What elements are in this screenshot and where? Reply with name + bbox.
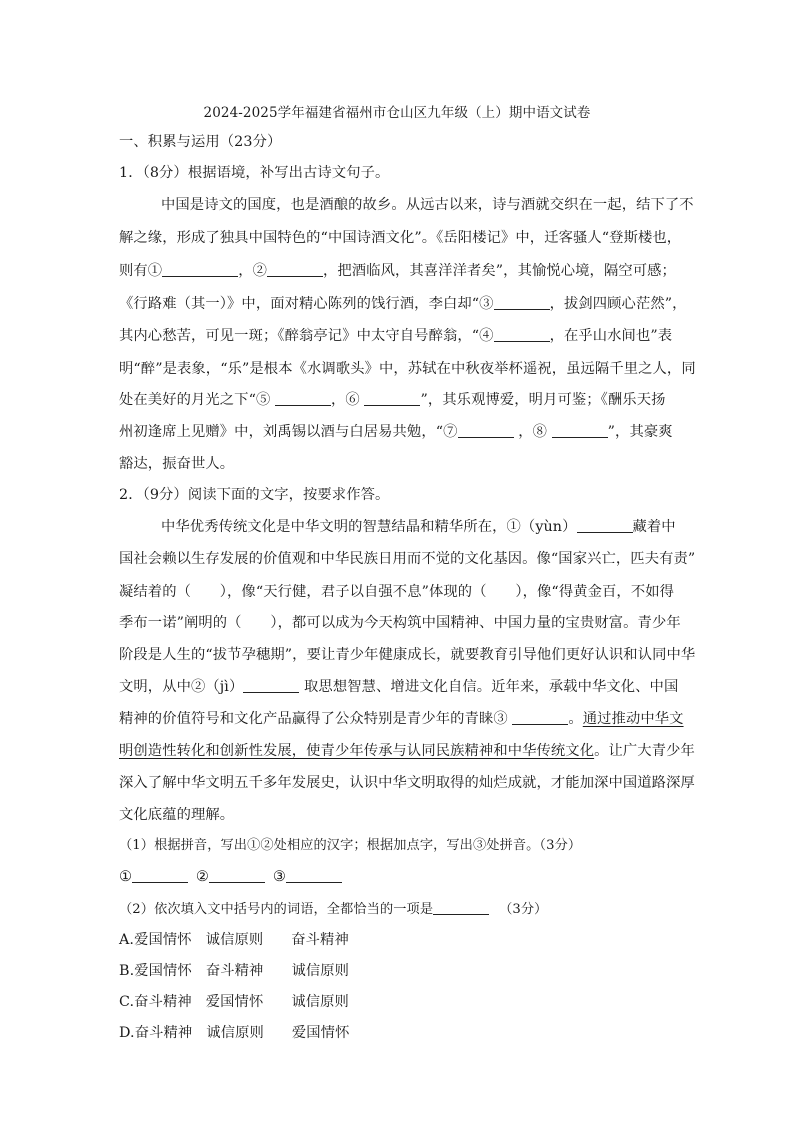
answer-blank-sub1-2[interactable] — [209, 868, 265, 883]
q2-line-2: 国社会赖以生存发展的价值观和中华民族日用而不觉的文化基因。像“国家兴亡，匹夫有责” — [119, 551, 696, 567]
q1-line-2: 解之缘，形成了独具中国特色的“中国诗酒文化”。《岳阳楼记》中，迁客骚人“登斯楼也， — [119, 230, 682, 246]
q2-line-5: 阶段是人生的“拔节孕穗期”，要让青少年健康成长，就要教育引导他们更好认识和认同中华 — [119, 647, 696, 663]
q1-prompt: 1．（8分）根据语境，补写出古诗文句子。 — [119, 165, 390, 181]
answer-blank-sub1-3[interactable] — [286, 868, 342, 883]
underlined-sentence-end: 明创造性转化和创新性发展，使青少年传承与认同民族精神和中华传统文化 — [119, 743, 595, 759]
answer-blank-4[interactable] — [494, 327, 550, 342]
underlined-sentence-start: 通过推动中华文 — [582, 711, 684, 727]
q2-sub1-prompt: （1）根据拼音，写出①②处相应的汉字；根据加点字，写出③处拼音。（3分） — [119, 838, 582, 853]
answer-blank-yun[interactable] — [577, 518, 633, 533]
q2-prompt: 2．（9分）阅读下面的文字，按要求作答。 — [119, 487, 390, 503]
q1-line-4: 《行路难（其一）》中，面对精心陈列的饯行酒，李白却“③ ，拔剑四顾心茫然”， — [119, 296, 687, 312]
q1-line-6: 明“醉”是表象，“乐”是根本《水调歌头》中，苏轼在中秋夜举杯遥祝，虽远隔千里之人，同 — [119, 361, 696, 377]
q1-line-9: 豁达，振奋世人。 — [119, 456, 235, 472]
answer-blank-6[interactable] — [364, 391, 420, 406]
q2-line-3: 凝结着的（ ），像“天行健，君子以自强不息”体现的（ ），像“得黄金百，不如得 — [119, 584, 675, 600]
q2-line-6: 文明，从中②（jì） 取思想智慧、增进文化自信。近年来，承载中华文化、中国 — [119, 679, 679, 695]
q2-line-9: 深入了解中华文明五千多年发展史，认识中华文明取得的灿烂成就，才能加深中国道路深厚 — [119, 775, 695, 791]
q2-sub2-prompt: （2）依次填入文中括号内的词语，全都恰当的一项是 （3分） — [119, 902, 548, 917]
answer-blank-1[interactable] — [162, 262, 238, 277]
answer-blank-2[interactable] — [267, 262, 323, 277]
section-heading: 一、积累与运用（23分） — [119, 134, 282, 150]
answer-blank-8[interactable] — [552, 423, 608, 438]
option-c[interactable]: C.奋斗精神 爱国情怀 诚信原则 — [119, 994, 349, 1010]
option-d[interactable]: D.奋斗精神 诚信原则 爱国情怀 — [119, 1025, 350, 1041]
answer-blank-5[interactable] — [275, 391, 331, 406]
q2-sub1-answers: ① ② ③ — [119, 868, 679, 886]
q1-line-8: 州初逢席上见赠》中，刘禹锡以酒与白居易共勉，“⑦ ，⑧ ”，其豪爽 — [119, 424, 673, 440]
answer-blank-pinyin[interactable] — [512, 710, 568, 725]
q1-line-3: 则有① ，② ，把酒临风，其喜洋洋者矣”，其愉悦心境，隔空可感； — [119, 263, 676, 279]
q1-line-5: 其内心愁苦，可见一斑；《醉翁亭记》中太守自号醉翁，“④ ，在乎山水间也”表 — [119, 328, 673, 344]
q2-line-7: 精神的价值符号和文化产品赢得了公众特别是青少年的青睐③ 。通过推动中华文 — [119, 711, 684, 727]
answer-blank-3[interactable] — [494, 295, 550, 310]
q2-line-8: 明创造性转化和创新性发展，使青少年传承与认同民族精神和中华传统文化。让广大青少年 — [119, 743, 695, 759]
q1-line-7: 处在美好的月光之下“⑤ ，⑥ ”，其乐观博爱，明月可鉴；《酬乐天扬 — [119, 392, 666, 408]
q2-line-10: 文化底蕴的理解。 — [119, 807, 235, 823]
q2-line-4: 季布一诺”阐明的（ ），都可以成为今天构筑中国精神、中国力量的宝贵财富。青少年 — [119, 615, 681, 631]
answer-blank-sub2[interactable] — [433, 900, 489, 915]
answer-blank-ji[interactable] — [243, 678, 299, 693]
page-title: 2024-2025学年福建省福州市仓山区九年级（上）期中语文试卷 — [203, 105, 591, 121]
option-a[interactable]: A.爱国情怀 诚信原则 奋斗精神 — [119, 932, 349, 948]
q1-line-1: 中国是诗文的国度，也是酒酿的故乡。从远古以来，诗与酒就交织在一起，结下了不 — [161, 197, 694, 213]
answer-blank-7[interactable] — [458, 423, 514, 438]
answer-blank-sub1-1[interactable] — [132, 868, 188, 883]
q2-line-1: 中华优秀传统文化是中华文明的智慧结晶和精华所在，①（yùn） 藏着中 — [161, 519, 676, 535]
option-b[interactable]: B.爱国情怀 奋斗精神 诚信原则 — [119, 963, 350, 979]
